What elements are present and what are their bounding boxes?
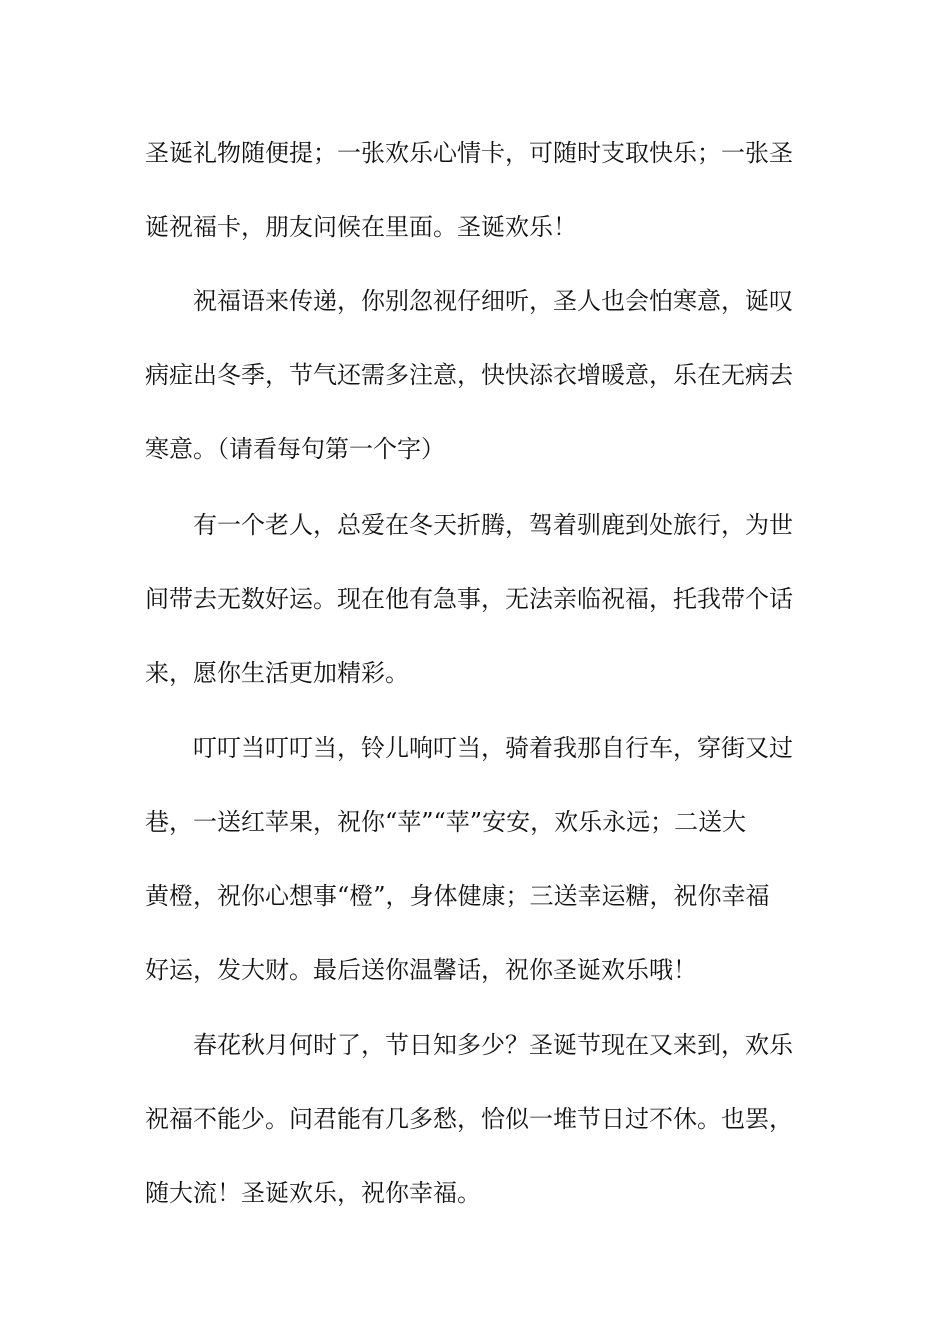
paragraph-3-line-3: 来，愿你生活更加精彩。 [145, 659, 409, 687]
paragraph-1-line-2: 诞祝福卡，朋友问候在里面。圣诞欢乐！ [145, 213, 577, 241]
paragraph-5-line-3: 随大流！圣诞欢乐，祝你幸福。 [145, 1179, 481, 1207]
paragraph-4-line-4: 好运，发大财。最后送你温馨话，祝你圣诞欢乐哦！ [145, 956, 697, 984]
paragraph-2-line-1: 祝福语来传递，你别忽视仔细听，圣人也会怕寒意，诞叹 [193, 287, 793, 315]
paragraph-3-line-2: 间带去无数好运。现在他有急事，无法亲临祝福，托我带个话 [145, 585, 793, 613]
paragraph-5-line-2: 祝福不能少。问君能有几多愁，恰似一堆节日过不休。也罢， [145, 1105, 793, 1133]
paragraph-5-line-1: 春花秋月何时了，节日知多少？圣诞节现在又来到，欢乐 [193, 1031, 793, 1059]
paragraph-2-line-3: 寒意。（请看每句第一个字） [145, 435, 445, 463]
paragraph-4-line-3: 黄橙，祝你心想事“橙”，身体健康；三送幸运糖，祝你幸福 [145, 882, 770, 910]
paragraph-3-line-1: 有一个老人，总爱在冬天折腾，驾着驯鹿到处旅行，为世 [193, 511, 793, 539]
paragraph-1-line-1: 圣诞礼物随便提；一张欢乐心情卡，可随时支取快乐；一张圣 [145, 139, 793, 167]
paragraph-4-line-2: 巷，一送红苹果，祝你“苹”“苹”安安，欢乐永远；二送大 [145, 808, 747, 836]
paragraph-2-line-2: 病症出冬季，节气还需多注意，快快添衣增暖意，乐在无病去 [145, 361, 793, 389]
paragraph-4-line-1: 叮叮当叮叮当，铃儿响叮当，骑着我那自行车，穿街又过 [193, 734, 793, 762]
